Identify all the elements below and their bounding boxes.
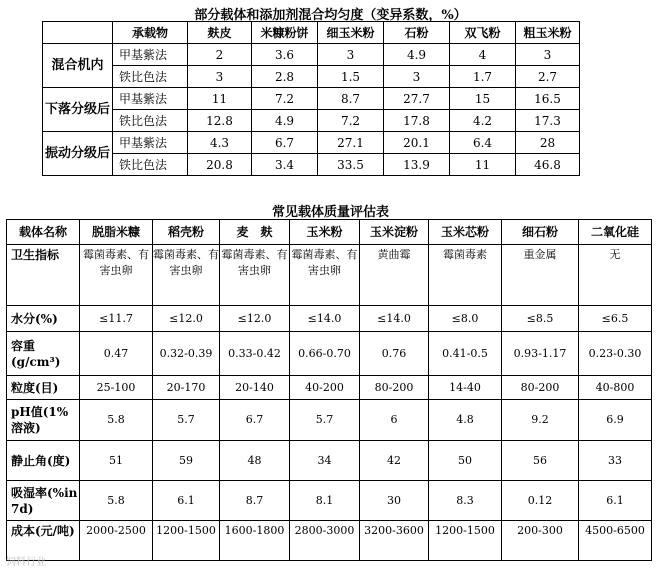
table2-row-label: 粒度(目) <box>7 376 80 400</box>
table1-cell: 4.3 <box>188 132 252 154</box>
table2-cell: 5.7 <box>153 400 220 441</box>
table2-cell: 0.47 <box>80 332 153 376</box>
table2-cell: ≤8.0 <box>429 306 502 332</box>
table1-method-label: 甲基紫法 <box>113 88 188 110</box>
table1-method-label: 铁比色法 <box>113 154 188 176</box>
table1-cell: 15 <box>450 88 516 110</box>
table1-group-label: 振动分级后 <box>43 132 113 176</box>
table1-cell: 13.9 <box>384 154 450 176</box>
table1-cell: 4 <box>450 44 516 66</box>
table2-cell: 霉菌毒素、有害虫卵 <box>220 245 290 306</box>
table2-cell: 霉菌毒素、有害虫卵 <box>80 245 153 306</box>
table2-cell: 8.7 <box>220 481 290 521</box>
table2-cell: 20-170 <box>153 376 220 400</box>
table2-col-header: 玉米淀粉 <box>360 220 429 245</box>
table2-cell: 40-800 <box>579 376 652 400</box>
table1-cell: 20.1 <box>384 132 450 154</box>
table2-cell: 8.3 <box>429 481 502 521</box>
table1-cell: 3 <box>384 66 450 88</box>
table1-cell: 3 <box>188 66 252 88</box>
table1-cell: 7.2 <box>252 88 318 110</box>
table2-cell: 51 <box>80 441 153 481</box>
table2-cell: ≤12.0 <box>220 306 290 332</box>
table1-cell: 3 <box>318 44 384 66</box>
table1-cell: 1.7 <box>450 66 516 88</box>
table2-row-label: 吸湿率(%in 7d) <box>7 481 80 521</box>
table2-cell: 3200-3600 <box>360 521 429 561</box>
table1-cell: 1.5 <box>318 66 384 88</box>
table2-cell: 重金属 <box>502 245 579 306</box>
table1-method-label: 甲基紫法 <box>113 44 188 66</box>
table2-cell: 34 <box>290 441 360 481</box>
table2-cell: 200-300 <box>502 521 579 561</box>
table1-cell: 27.7 <box>384 88 450 110</box>
table2-cell: 0.12 <box>502 481 579 521</box>
table1-cell: 17.3 <box>516 110 580 132</box>
table1-cell: 46.8 <box>516 154 580 176</box>
table2-cell: 霉菌毒素、有害虫卵 <box>290 245 360 306</box>
table2-cell: 4.8 <box>429 400 502 441</box>
table1-cell: 4.9 <box>252 110 318 132</box>
table2-cell: 0.32-0.39 <box>153 332 220 376</box>
table1-col-header: 细玉米粉 <box>318 22 384 44</box>
table2-header-name: 载体名称 <box>7 220 80 245</box>
table2-col-header: 稻壳粉 <box>153 220 220 245</box>
table2-cell: 14-40 <box>429 376 502 400</box>
table1-group-label: 下落分级后 <box>43 88 113 132</box>
table2-row-label: 水分(%) <box>7 306 80 332</box>
table1-method-label: 甲基紫法 <box>113 132 188 154</box>
table2-cell: 霉菌毒素、有害虫卵 <box>153 245 220 306</box>
table1-title: 部分载体和添加剂混合均匀度（变异系数，%） <box>194 8 467 23</box>
table2-cell: 8.1 <box>290 481 360 521</box>
table2-cell: 56 <box>502 441 579 481</box>
table2-cell: 6.1 <box>579 481 652 521</box>
table2-cell: 0.66-0.70 <box>290 332 360 376</box>
table2-cell: ≤12.0 <box>153 306 220 332</box>
table2-cell: 33 <box>579 441 652 481</box>
table2-cell: ≤14.0 <box>290 306 360 332</box>
table2-cell: 5.8 <box>80 481 153 521</box>
table2-cell: ≤8.5 <box>502 306 579 332</box>
table2-cell: 1200-1500 <box>429 521 502 561</box>
table1-col-header: 粗玉米粉 <box>516 22 580 44</box>
table1-col-header: 石粉 <box>384 22 450 44</box>
table1-header-carrier: 承载物 <box>113 22 188 44</box>
table2-cell: 25-100 <box>80 376 153 400</box>
table2-cell: 30 <box>360 481 429 521</box>
table1-cell: 27.1 <box>318 132 384 154</box>
table2-cell: 20-140 <box>220 376 290 400</box>
table1-cell: 28 <box>516 132 580 154</box>
table2-row-label: 容重(g/cm³) <box>7 332 80 376</box>
table1-cell: 2.8 <box>252 66 318 88</box>
table1-cell: 12.8 <box>188 110 252 132</box>
table2-row-label: 成本(元/吨) <box>7 521 80 561</box>
table2-cell: 0.23-0.30 <box>579 332 652 376</box>
table1-cell: 3 <box>516 44 580 66</box>
carrier-quality-table <box>6 219 652 561</box>
table2-cell: 0.41-0.5 <box>429 332 502 376</box>
table2-cell: 80-200 <box>502 376 579 400</box>
table1-method-label: 铁比色法 <box>113 110 188 132</box>
table1-cell: 17.8 <box>384 110 450 132</box>
table2-col-header: 麦 麸 <box>220 220 290 245</box>
table1-corner-cell <box>43 22 113 44</box>
table2-cell: 5.7 <box>290 400 360 441</box>
table2-cell: 5.8 <box>80 400 153 441</box>
table2-cell: 2000-2500 <box>80 521 153 561</box>
table2-cell: 1200-1500 <box>153 521 220 561</box>
table2-cell: 40-200 <box>290 376 360 400</box>
table1-cell: 7.2 <box>318 110 384 132</box>
table1-cell: 20.8 <box>188 154 252 176</box>
table2-cell: 6.9 <box>579 400 652 441</box>
table2-cell: 80-200 <box>360 376 429 400</box>
table1-method-label: 铁比色法 <box>113 66 188 88</box>
mixing-uniformity-table <box>42 21 580 176</box>
table1-cell: 4.9 <box>384 44 450 66</box>
table1-cell: 4.2 <box>450 110 516 132</box>
table2-col-header: 玉米芯粉 <box>429 220 502 245</box>
table2-cell: 6.1 <box>153 481 220 521</box>
table1-cell: 16.5 <box>516 88 580 110</box>
table2-title: 常见载体质量评估表 <box>271 205 389 220</box>
table2-row-label: pH值(1%溶液) <box>7 400 80 441</box>
table2-cell: 9.2 <box>502 400 579 441</box>
table2-col-header: 玉米粉 <box>290 220 360 245</box>
table2-cell: 6 <box>360 400 429 441</box>
table2-col-header: 脱脂米糠 <box>80 220 153 245</box>
table2-cell: 4500-6500 <box>579 521 652 561</box>
table2-col-header: 二氧化硅 <box>579 220 652 245</box>
table2-cell: ≤14.0 <box>360 306 429 332</box>
table1-cell: 6.7 <box>252 132 318 154</box>
table1-cell: 3.6 <box>252 44 318 66</box>
table2-cell: ≤6.5 <box>579 306 652 332</box>
table2-cell: 42 <box>360 441 429 481</box>
table2-cell: 2800-3000 <box>290 521 360 561</box>
table1-cell: 11 <box>188 88 252 110</box>
table1-col-header: 麸皮 <box>188 22 252 44</box>
table1-cell: 2.7 <box>516 66 580 88</box>
table1-cell: 3.4 <box>252 154 318 176</box>
table1-group-label: 混合机内 <box>43 44 113 88</box>
table2-cell: 无 <box>579 245 652 306</box>
table2-cell: 50 <box>429 441 502 481</box>
table2-cell: 0.93-1.17 <box>502 332 579 376</box>
table2-cell: 霉菌毒素 <box>429 245 502 306</box>
watermark: 饲料行业 <box>6 557 46 568</box>
table2-row-label: 卫生指标 <box>7 245 80 306</box>
table2-col-header: 细石粉 <box>502 220 579 245</box>
table1-cell: 33.5 <box>318 154 384 176</box>
table2-cell: 0.33-0.42 <box>220 332 290 376</box>
table2-cell: 0.76 <box>360 332 429 376</box>
table1-cell: 8.7 <box>318 88 384 110</box>
table1-cell: 2 <box>188 44 252 66</box>
table1-col-header: 双飞粉 <box>450 22 516 44</box>
table2-cell: 59 <box>153 441 220 481</box>
table1-col-header: 米糠粉饼 <box>252 22 318 44</box>
table2-row-label: 静止角(度) <box>7 441 80 481</box>
table2-cell: ≤11.7 <box>80 306 153 332</box>
table2-cell: 6.7 <box>220 400 290 441</box>
table2-cell: 1600-1800 <box>220 521 290 561</box>
table2-cell: 48 <box>220 441 290 481</box>
table2-cell: 黄曲霉 <box>360 245 429 306</box>
table1-cell: 6.4 <box>450 132 516 154</box>
table1-cell: 11 <box>450 154 516 176</box>
